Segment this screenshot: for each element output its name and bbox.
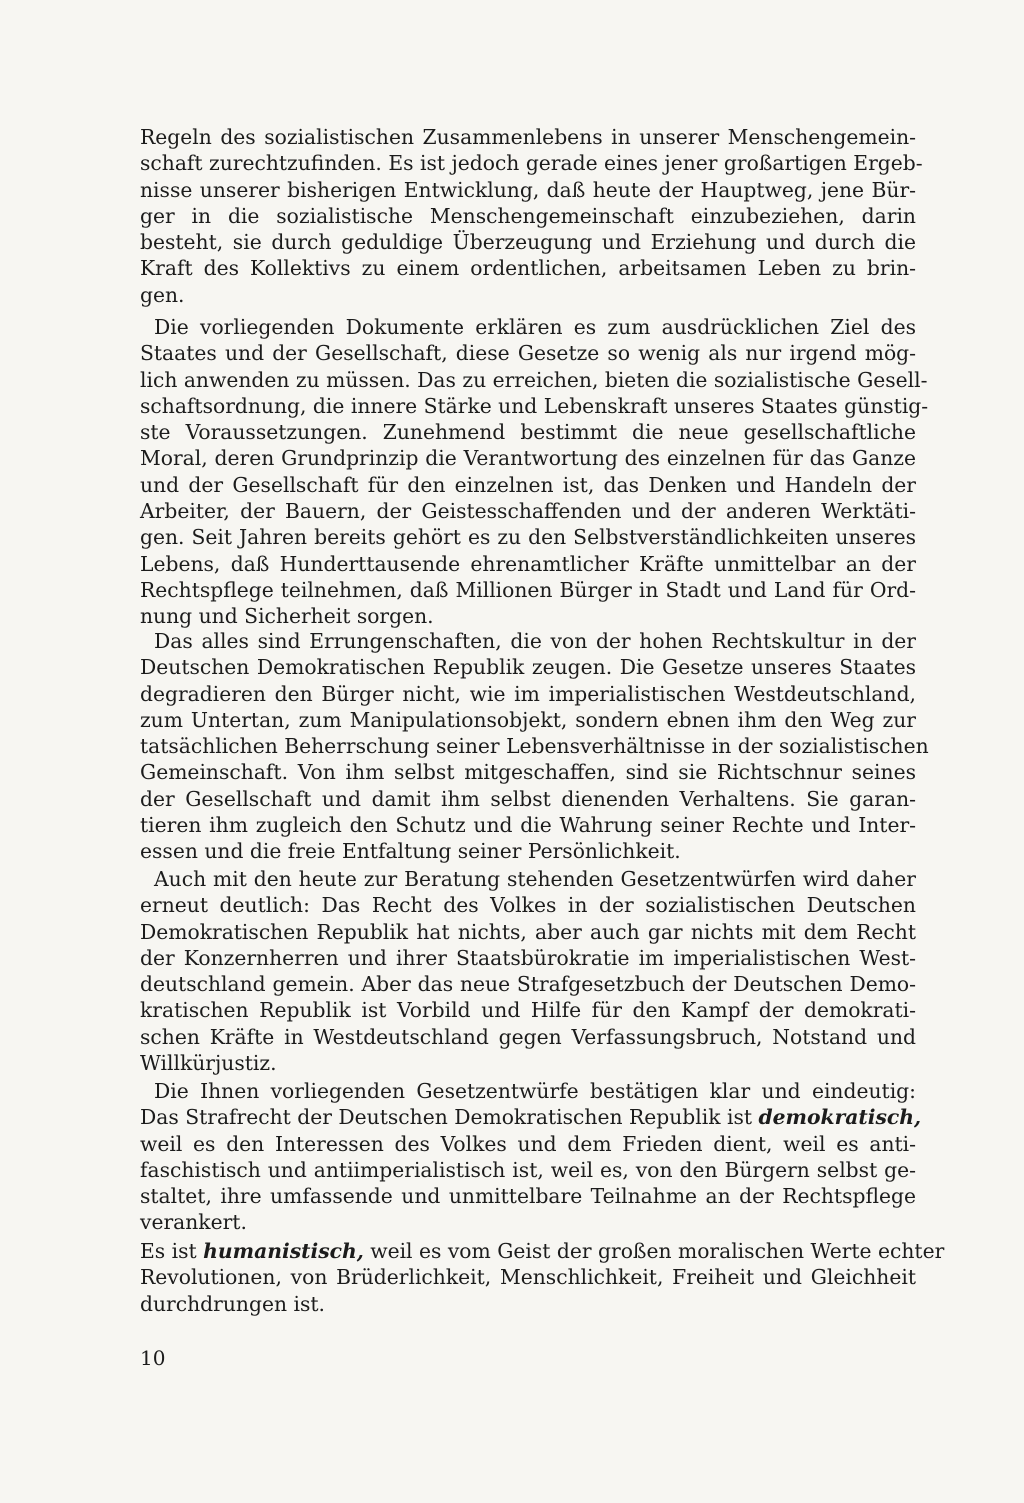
text-line: Gemeinschaft. Von ihm selbst mitgeschaffen, sind sie Richtschnur seines	[140, 760, 916, 785]
text-line: Revolutionen, von Brüderlichkeit, Menschlichkeit, Freiheit und Gleichheit	[140, 1265, 916, 1290]
text-line: der Konzernherren und ihrer Staatsbürokratie im imperialistischen West-	[140, 945, 916, 970]
text-line: und der Gesellschaft für den einzelnen ist, das Denken und Handeln der	[140, 472, 916, 497]
text-line: Demokratischen Republik hat nichts, aber auch gar nichts mit dem Recht	[140, 919, 916, 944]
text-line: degradieren den Bürger nicht, wie im imperialistischen Westdeutschland,	[140, 681, 916, 706]
paragraph-4	[140, 866, 916, 1076]
text-line: ger in die sozialistische Menschengemeinschaft einzubeziehen, darin	[140, 203, 916, 228]
text-line: kratischen Republik ist Vorbild und Hilfe für den Kampf der demokrati-	[140, 998, 916, 1023]
text-line-with-emphasis	[140, 1104, 922, 1130]
text-line-with-emphasis	[140, 1238, 945, 1264]
text-line: faschistisch und antiimperialistisch ist, weil es, von den Bürgern selbst ge-	[140, 1157, 916, 1182]
text-line: ste Voraussetzungen. Zunehmend bestimmt die neue gesellschaftliche	[140, 420, 916, 445]
text-line: tatsächlichen Beherrschung seiner Lebensverhältnisse in der sozialistischen	[140, 734, 929, 759]
text-line: gen.	[140, 282, 185, 307]
paragraph-5	[140, 1078, 922, 1236]
text-line: schen Kräfte in Westdeutschland gegen Verfassungsbruch, Notstand und	[140, 1024, 916, 1049]
text-line: Deutschen Demokratischen Republik zeugen. Die Gesetze unseres Staates	[140, 655, 916, 680]
text-line: Staates und der Gesellschaft, diese Gesetze so wenig als nur irgend mög-	[140, 341, 916, 366]
paragraph-1	[140, 124, 923, 308]
text-line: schaft zurechtzufinden. Es ist jedoch gerade eines jener großartigen Ergeb-	[140, 151, 923, 176]
text-line: Die vorliegenden Dokumente erklären es zum ausdrücklichen Ziel des	[154, 315, 916, 339]
text-line: gen. Seit Jahren bereits gehört es zu den Selbstverständlichkeiten unseres	[140, 525, 916, 550]
paragraph-6	[140, 1238, 945, 1317]
page-number: 10	[140, 1346, 166, 1370]
emphasis-demokratisch: demokratisch,	[758, 1105, 922, 1130]
text-fragment: Es ist	[140, 1239, 204, 1263]
text-fragment: Das Strafrecht der Deutschen Demokratischen Republik ist	[140, 1105, 759, 1130]
text-line: essen und die freie Entfaltung seiner Persönlichkeit.	[140, 839, 681, 864]
text-line: weil es den Interessen des Volkes und dem Frieden dient, weil es anti-	[140, 1131, 916, 1156]
text-fragment: weil es vom Geist der großen moralischen Werte echter	[363, 1239, 945, 1263]
text-line: Lebens, daß Hunderttausende ehrenamtlicher Kräfte unmittelbar an der	[140, 551, 916, 576]
text-line: durchdrungen ist.	[140, 1291, 325, 1316]
text-line: tieren ihm zugleich den Schutz und die Wahrung seiner Rechte und Inter-	[140, 813, 916, 838]
text-line: Willkürjustiz.	[140, 1051, 277, 1076]
text-line: erneut deutlich: Das Recht des Volkes in der sozialistischen Deutschen	[140, 893, 916, 918]
text-line: lich anwenden zu müssen. Das zu erreichen, bieten die sozialistische Gesell-	[140, 367, 928, 392]
text-line: zum Untertan, zum Manipulationsobjekt, sondern ebnen ihm den Weg zur	[140, 707, 916, 732]
text-line: schaftsordnung, die innere Stärke und Lebenskraft unseres Staates günstig-	[140, 393, 929, 418]
text-line: Regeln des sozialistischen Zusammenlebens in unserer Menschengemein-	[140, 125, 916, 149]
text-line: Arbeiter, der Bauern, der Geistesschaffenden und der anderen Werktäti-	[140, 499, 916, 524]
text-line: Auch mit den heute zur Beratung stehenden Gesetzentwürfen wird daher	[154, 867, 916, 891]
text-line: verankert.	[140, 1210, 247, 1235]
text-line: Das alles sind Errungenschaften, die von der hohen Rechtskultur in der	[154, 629, 916, 653]
text-line: nisse unserer bisherigen Entwicklung, daß heute der Hauptweg, jene Bür-	[140, 177, 916, 202]
text-line: Rechtspflege teilnehmen, daß Millionen Bürger in Stadt und Land für Ord-	[140, 577, 916, 602]
text-line: deutschland gemein. Aber das neue Strafgesetzbuch der Deutschen Demo-	[140, 972, 916, 997]
emphasis-humanistisch: humanistisch,	[203, 1239, 364, 1263]
text-line: Kraft des Kollektivs zu einem ordentlichen, arbeitsamen Leben zu brin-	[140, 256, 916, 281]
text-line: nung und Sicherheit sorgen.	[140, 604, 434, 629]
text-line: besteht, sie durch geduldige Überzeugung und Erziehung und durch die	[140, 230, 916, 255]
text-line: Moral, deren Grundprinzip die Verantwortung des einzelnen für das Ganze	[140, 446, 916, 471]
paragraph-3	[140, 628, 929, 865]
text-line: der Gesellschaft und damit ihm selbst dienenden Verhaltens. Sie garan-	[140, 786, 916, 811]
text-line: Die Ihnen vorliegenden Gesetzentwürfe bestätigen klar und eindeutig:	[154, 1079, 916, 1103]
paragraph-2	[140, 314, 929, 630]
text-line: staltet, ihre umfassende und unmittelbare Teilnahme an der Rechtspflege	[140, 1184, 916, 1209]
